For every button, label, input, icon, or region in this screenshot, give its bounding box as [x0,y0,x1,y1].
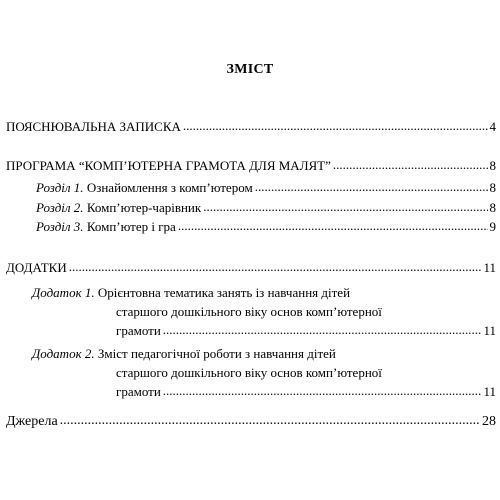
toc-entry-prefix: Додаток 1. [32,285,95,300]
toc-entry-label: Орієнтовна тематика занять із навчання дітей [97,285,351,300]
toc-entry-label: грамоти [116,384,161,399]
toc-entry-label: Ознайомлення з комп’ютером [86,180,253,195]
toc-page-number: 11 [483,384,496,399]
toc-entry-section-3[interactable] [36,218,496,236]
toc-entry-prefix: Розділ 3. [36,219,84,234]
toc-page-number: 11 [483,323,496,338]
toc-entry-label: Зміст педагогічної роботи з навчання дітей [97,346,336,361]
toc-entry-label: ДОДАТКИ [6,260,67,275]
toc-page-number: 11 [483,260,496,275]
dot-leader [60,411,480,430]
toc-entry-section-2[interactable] [36,199,496,217]
dot-leader [163,382,482,400]
toc-entry-appendix-2-line1[interactable] [32,345,336,363]
toc-page-number: 9 [489,219,496,234]
dot-leader [178,217,488,235]
toc-entry-label: ПРОГРАМА “КОМП’ЮТЕРНА ГРАМОТА ДЛЯ МАЛЯТ” [6,158,331,173]
dot-leader [255,178,488,196]
toc-entry-appendix-1-line1[interactable] [32,284,350,302]
dot-leader [69,258,482,276]
toc-entry-prefix: Розділ 1. [36,180,84,195]
toc-entry-label: Джерела [6,414,58,429]
toc-page-number: 28 [482,414,496,429]
toc-entry-appendix-2-line3[interactable] [116,383,496,401]
toc-entry-sources[interactable] [6,412,496,431]
toc-heading: ЗМІСТ [226,62,274,77]
toc-entry-appendix-2-line2: старшого дошкільного віку основ комп’ютерної [116,365,382,380]
toc-page-number: 8 [489,180,496,195]
dot-leader [203,198,487,216]
dot-leader [163,321,482,339]
toc-entry-appendices[interactable] [6,259,496,277]
toc-page-number: 8 [489,200,496,215]
dot-leader [333,156,488,174]
toc-entry-appendix-1-line2: старшого дошкільного віку основ комп’ютерної [116,304,382,319]
toc-entry-label: Комп’ютер-чарівник [86,200,202,215]
toc-entry-prefix: Додаток 2. [32,346,95,361]
toc-entry-label: грамоти [116,323,161,338]
toc-entry-section-1[interactable] [36,179,496,197]
dot-leader [183,117,488,135]
toc-entry-program[interactable] [6,157,496,175]
toc-entry-appendix-1-line3[interactable] [116,322,496,340]
toc-page-number: 4 [489,119,496,134]
toc-entry-label: ПОЯСНЮВАЛЬНА ЗАПИСКА [6,119,181,134]
toc-entry-explanatory-note[interactable] [6,118,496,136]
toc-entry-prefix: Розділ 2. [36,200,84,215]
toc-entry-label: Комп’ютер і гра [86,219,176,234]
toc-page-number: 8 [489,158,496,173]
